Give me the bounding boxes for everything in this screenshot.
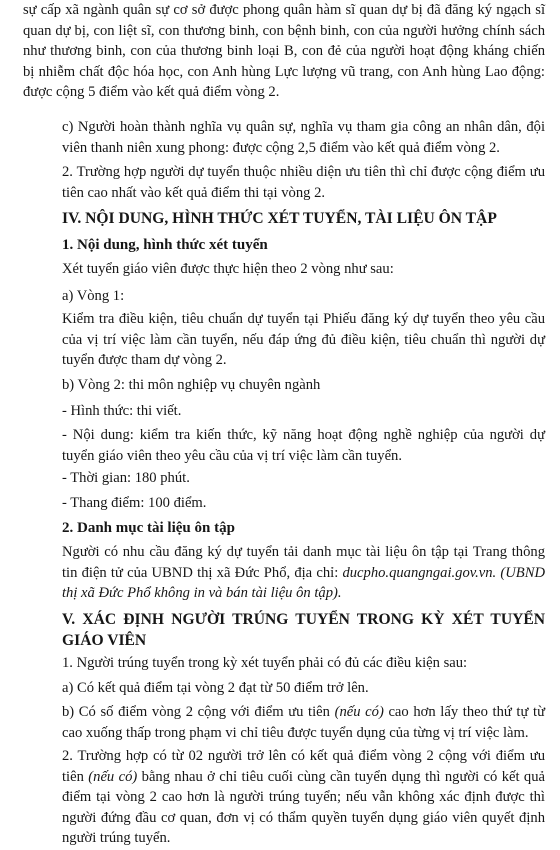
v1b-if-any: (nếu có) (334, 704, 384, 720)
round-1-text: Kiểm tra điều kiện, tiêu chuẩn dự tuyển tại Phiếu đăng ký dự tuyển theo yêu cầu của vị trí việc làm cần tuyển, nếu đáp ứng đủ điều kiện, tiêu chuẩn thì người dự tuyển được tham dự vòng 2. (62, 311, 545, 369)
materials-text: Người có nhu cầu đăng ký dự tuyển tải danh mục tài liệu ôn tập tại Trang thông tin điện tử của UBND thị xã Đức Phổ, địa chỉ: (62, 544, 545, 581)
paragraph-priority-list: sự cấp xã ngành quân sự cơ sở được phong quân hàm sĩ quan dự bị đã đăng ký ngạch sĩ quan dự bị, con liệt sĩ, con thương binh, con bệnh binh, con của người hưởng chính sách như thương binh, con của thương binh loại B, con đẻ của người hoạt động kháng chiến bị nhiễm chất độc hóa học, con Anh hùng Lực lượng vũ trang, con Anh hùng Lao động: được cộng 5 điểm vào kết quả điểm vòng 2. (23, 2, 545, 101)
v1-conditions: 1. Người trúng tuyển trong kỳ xét tuyển phải có đủ các điều kiện sau: (62, 655, 468, 671)
v2-if-any: (nếu có) (88, 768, 138, 785)
v1b-text-1: b) Có số điểm vòng 2 cộng với điểm ưu tiên (62, 704, 335, 720)
v2-text-1: 2. Trường hợp có từ 02 người trở lên có kết quả điểm vòng 2 cộng với điểm ưu tiên (62, 748, 545, 785)
intro-rounds: Xét tuyển giáo viên được thực hiện theo 2 vòng như sau: (62, 261, 394, 277)
round-2-scale: - Thang điểm: 100 điểm. (62, 495, 207, 511)
round-2-form: - Hình thức: thi viết. (62, 403, 182, 419)
heading-section-v: V. XÁC ĐỊNH NGƯỜI TRÚNG TUYỂN TRONG KỲ XÉT TUYỂN GIÁO VIÊN (62, 611, 545, 649)
round-2-time: - Thời gian: 180 phút. (62, 470, 190, 486)
materials-paragraph (0, 542, 560, 604)
v1b (0, 702, 560, 743)
heading-section-iv: IV. NỘI DUNG, HÌNH THỨC XÉT TUYỂN, TÀI LIỆU ÔN TẬP (62, 210, 497, 227)
paragraph-2: 2. Trường hợp người dự tuyển thuộc nhiều diện ưu tiên thì chỉ được cộng điểm ưu tiên cao nhất vào kết quả điểm thi tại vòng 2. (62, 164, 545, 201)
v1a: a) Có kết quả điểm tại vòng 2 đạt từ 50 điểm trở lên. (62, 680, 369, 696)
v2 (0, 746, 560, 849)
paragraph-c (0, 117, 560, 158)
v2-text-2: bằng nhau ở chỉ tiêu cuối cùng cần tuyển dụng thì người có kết quả điểm tại vòng 2 cao hơn là người trúng tuyển; nếu vẫn không xác định được thì người đứng đầu cơ quan, đơn vị có thẩm quyền tuyển dụng giáo viên quyết định người trúng tuyển. (62, 768, 545, 847)
subheading-materials: 2. Danh mục tài liệu ôn tập (62, 520, 235, 536)
round-2-label: b) Vòng 2: thi môn nghiệp vụ chuyên ngành (62, 377, 321, 393)
subheading-content-form: 1. Nội dung, hình thức xét tuyển (62, 237, 268, 253)
materials-note: (UBND thị xã Đức Phổ không in và bán tài liệu ôn tập). (62, 564, 545, 602)
v1b-text-2: cao hơn lấy theo thứ tự từ cao xuống thấp trong phạm vi chỉ tiêu được tuyển dụng của từng vị trí việc làm. (62, 704, 546, 741)
materials-url-link[interactable]: ducpho.quangngai.gov.vn. (342, 564, 497, 581)
paragraph-c-text: c) Người hoàn thành nghĩa vụ quân sự, nghĩa vụ tham gia công an nhân dân, đội viên thanh niên xung phong: được cộng 2,5 điểm vào kết quả điểm vòng 2. (62, 119, 545, 156)
round-2-content: - Nội dung: kiểm tra kiến thức, kỹ năng hoạt động nghề nghiệp của người dự tuyển giáo viên theo yêu cầu của vị trí việc làm cần tuyển. (62, 427, 545, 464)
round-1-label: a) Vòng 1: (62, 288, 125, 304)
